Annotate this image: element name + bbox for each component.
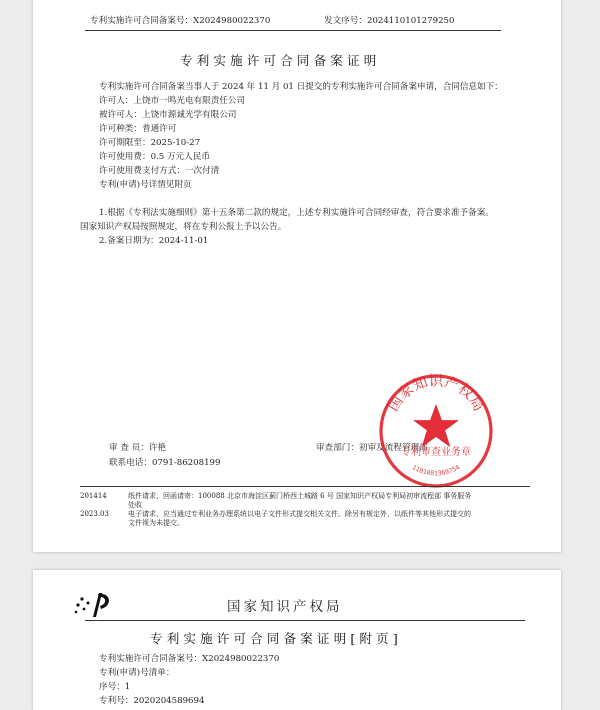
official-seal-stamp <box>377 372 495 490</box>
intro-text: 专利实施许可合同备案当事人于 2024 年 11 月 01 日提交的专利实施许可合同备案申请，合同信息如下： <box>99 82 503 92</box>
sequence-number: 序号：1 <box>99 682 131 692</box>
patent-detail-note: 专利(申请)号详情见附页 <box>99 180 192 190</box>
footer-rule <box>80 486 530 487</box>
document-page-2 <box>33 570 561 710</box>
filing-date-clause: 2.备案日期为：2024-11-01 <box>99 236 209 246</box>
patent-number: 专利号：2020204589694 <box>99 696 205 706</box>
record-number-label: 专利实施许可合同备案号：X2024980022370 <box>90 16 271 26</box>
appendix-title: 专利实施许可合同备案证明[附页] <box>150 631 402 646</box>
seal-top-text: 国家知识产权局 <box>385 373 487 415</box>
license-term-field: 许可期限至：2025-10-27 <box>99 138 201 148</box>
seal-serial: 1101081369754 <box>410 463 462 478</box>
license-fee-field: 许可使用费：0.5 万元人民币 <box>99 152 210 162</box>
license-type-field: 许可种类：普通许可 <box>99 124 177 134</box>
licensor-field: 许可人：上饶市一鸣光电有限责任公司 <box>99 96 246 106</box>
footer-note-2: 电子请求，应当通过专利业务办理系统以电子文件形式提交相关文件。除另有规定外，以纸件等其他形式提交的 文件视为未提交。 <box>128 510 471 527</box>
page-title: 专利实施许可合同备案证明 <box>180 53 381 68</box>
clause-1-line-1: 1.根据《专利法实施细则》第十五条第二款的规定，上述专利实施许可合同经审查，符合要求准予备案。 <box>99 208 494 218</box>
header-rule <box>85 30 501 31</box>
footer-note-1: 纸件请求，回函请寄：100088 北京市海淀区蓟门桥西土城路 6 号 国家知识产权局专利局初审流程部 事务服务 处收 <box>128 492 472 509</box>
patent-list-heading: 专利(申请)号清单： <box>99 668 175 678</box>
review-department: 审查部门：初审及流程管理部 <box>316 443 428 453</box>
seal-bottom-text: 专利审查业务章 <box>401 447 471 458</box>
appendix-record-number: 专利实施许可合同备案号：X2024980022370 <box>99 654 280 664</box>
clause-1-line-2: 国家知识产权局按照规定，将在专利公报上予以公告。 <box>80 222 287 232</box>
payment-method-field: 许可使用费支付方式：一次付清 <box>99 166 220 176</box>
footer-code-1: 201414 <box>80 492 107 500</box>
office-name: 国家知识产权局 <box>227 599 343 615</box>
contact-phone: 联系电话：0791-86208199 <box>109 458 221 468</box>
footer-code-2: 2023.03 <box>80 510 109 518</box>
document-number-label: 发文序号：2024110101279250 <box>324 16 455 26</box>
cnipa-logo-icon <box>71 584 115 620</box>
document-page-1 <box>33 0 561 552</box>
reviewer-name: 审 查 员：许艳 <box>109 443 167 453</box>
page-2-header-rule <box>85 620 525 621</box>
seal-star-icon <box>413 404 459 447</box>
licensee-field: 被许可人：上饶市源诚光学有限公司 <box>99 110 237 120</box>
